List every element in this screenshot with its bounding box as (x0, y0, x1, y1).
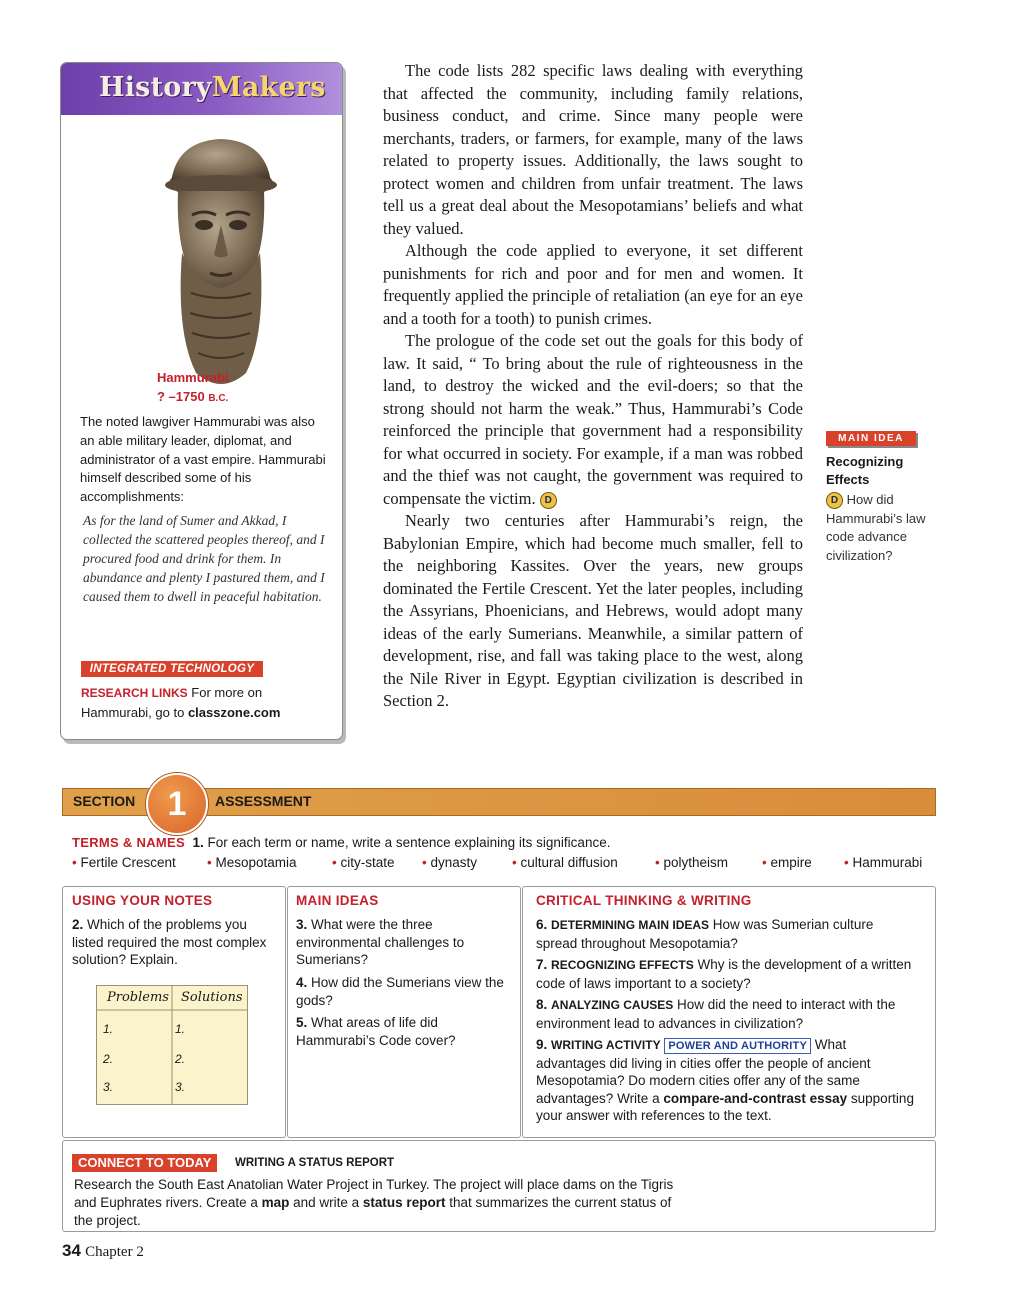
question-2: 2. Which of the problems you listed required the most complex solution? Explain. (72, 917, 267, 967)
history-maker-name: Hammurabi (157, 370, 229, 385)
using-your-notes-heading: USING YOUR NOTES (72, 893, 213, 908)
integrated-technology-badge: INTEGRATED TECHNOLOGY (81, 661, 263, 677)
main-body-text (383, 60, 803, 713)
chapter-label: Chapter 2 (85, 1244, 144, 1260)
question-9: 9. WRITING ACTIVITY POWER AND AUTHORITY What advantages did living in cities offer the people of ancient Mesopotamia? Do modern cities offer any of the same advantages? Write a compare-and-contrast essay supporting your answer with references to the text. (536, 1037, 914, 1123)
notes-chart (96, 985, 248, 1105)
term-item: • Mesopotamia (207, 855, 297, 870)
history-maker-bio: The noted lawgiver Hammurabi was also an able military leader, diplomat, and administrator of a vast empire. Hammurabi himself described some of his accomplishments: (80, 414, 326, 505)
problems-header: Problems (107, 990, 169, 1005)
history-maker-dates: ? –1750 B.C. (157, 389, 229, 404)
main-idea-heading: Recognizing Effects (826, 454, 904, 487)
main-ideas-heading: MAIN IDEAS (296, 893, 379, 908)
term-item: • empire (762, 855, 812, 870)
history-makers-sidebar (60, 62, 343, 740)
connect-to-today-badge: CONNECT TO TODAY (72, 1154, 217, 1172)
term-item: • dynasty (422, 855, 478, 870)
page-number: 34 (62, 1241, 81, 1260)
term-item: • city-state (332, 855, 395, 870)
question-5: 5. What areas of life did Hammurabi’s Code cover? (296, 1015, 456, 1048)
term-item: • polytheism (655, 855, 729, 870)
history-makers-title: HistoryMakers (99, 72, 326, 103)
paragraph-prologue: The prologue of the code set out the goals for this body of law. It said, “ To bring about the rule of righteousness in the land, to destroy the wicked and the evil-doers; so that the strong should not harm the weak.” Thus, Hammurabi’s Code reinforced the principle that government had a responsibility for what occurred in society. For example, if a man was robbed and the thief was not caught, the government was required to compensate the victim. D (383, 331, 803, 508)
term-item: • cultural diffusion (512, 855, 618, 870)
solution-row-2: 2. (175, 1052, 186, 1066)
solution-row-1: 1. (175, 1022, 186, 1036)
question-4: 4. How did the Sumerians view the gods? (296, 975, 504, 1008)
main-idea-d-marker-icon: D (540, 492, 557, 509)
assessment-label: ASSESSMENT (215, 793, 312, 809)
hammurabi-bust-image (146, 133, 296, 408)
page-footer (62, 1241, 144, 1261)
critical-thinking-heading: CRITICAL THINKING & WRITING (536, 893, 752, 908)
solutions-header: Solutions (181, 990, 243, 1005)
main-idea-badge: MAIN IDEA (826, 431, 916, 446)
d-marker-icon: D (826, 492, 843, 509)
question-6: 6. DETERMINING MAIN IDEAS How was Sumerian culture spread throughout Mesopotamia? (536, 917, 874, 951)
problem-row-2: 2. (103, 1052, 114, 1066)
history-makers-banner (61, 63, 342, 115)
main-idea-question: D How did Hammurabi’s law code advance civilization? (826, 492, 926, 563)
section-number-badge: 1 (146, 773, 208, 835)
power-and-authority-badge: POWER AND AUTHORITY (664, 1038, 811, 1054)
terms-list (72, 855, 942, 875)
paragraph-code-laws: The code lists 282 specific laws dealing with everything that affected the community, including family relations, business conduct, and crime. Since many people were merchants, traders, or farmers, for example, many of the laws related to property issues. Additionally, the laws sought to protect women and children from unfair treatment. The laws tell us a great deal about the Mesopotamians’ beliefs and what they valued. (383, 61, 803, 238)
status-report-heading: WRITING A STATUS REPORT (235, 1157, 395, 1169)
hammurabi-quote: As for the land of Sumer and Akkad, I collected the scattered peoples thereof, and I procured food and drink for them. In abundance and plenty I pastured them, and I caused them to dwell in peaceful habitation. (83, 513, 325, 604)
problem-row-1: 1. (103, 1022, 114, 1036)
paragraph-punishments: Although the code applied to everyone, it set different punishments for rich and poor and for men and women. It frequently applied the principle of retaliation (an eye for an eye and a tooth for a tooth) to punish crimes. (383, 241, 803, 328)
term-item: • Hammurabi (844, 855, 923, 870)
research-links: RESEARCH LINKS For more on Hammurabi, go to classzone.com (81, 685, 281, 720)
question-8: 8. ANALYZING CAUSES How did the need to interact with the environment lead to advances in civilization? (536, 997, 896, 1031)
classzone-link[interactable]: classzone.com (187, 705, 281, 720)
connect-to-today-text: Research the South East Anatolian Water Project in Turkey. The project will place dams on the Tigris and Euphrates rivers. Create a map and write a status report that summarizes the current status of the project. (74, 1177, 674, 1228)
solution-row-3: 3. (175, 1080, 186, 1094)
section-label: SECTION (73, 793, 136, 809)
question-7: 7. RECOGNIZING EFFECTS Why is the development of a written code of laws important to a society? (536, 957, 912, 991)
question-3: 3. What were the three environmental challenges to Sumerians? (296, 917, 465, 967)
terms-and-names-instruction: TERMS & NAMES 1. For each term or name, write a sentence explaining its significance. (72, 835, 611, 850)
problem-row-3: 3. (103, 1080, 114, 1094)
term-item: • Fertile Crescent (72, 855, 176, 870)
paragraph-later-peoples: Nearly two centuries after Hammurabi’s reign, the Babylonian Empire, which had become much smaller, fell to the neighboring Kassites. Over the years, new groups dominated the Fertile Crescent. Yet the later peoples, including the Assyrians, Phoenicians, and Hebrews, would adopt many ideas of the early Sumerians. Meanwhile, a similar pattern of development, rise, and fall was taking place to the west, along the Nile River in Egypt. Egyptian civilization is described in Section 2. (383, 511, 803, 710)
